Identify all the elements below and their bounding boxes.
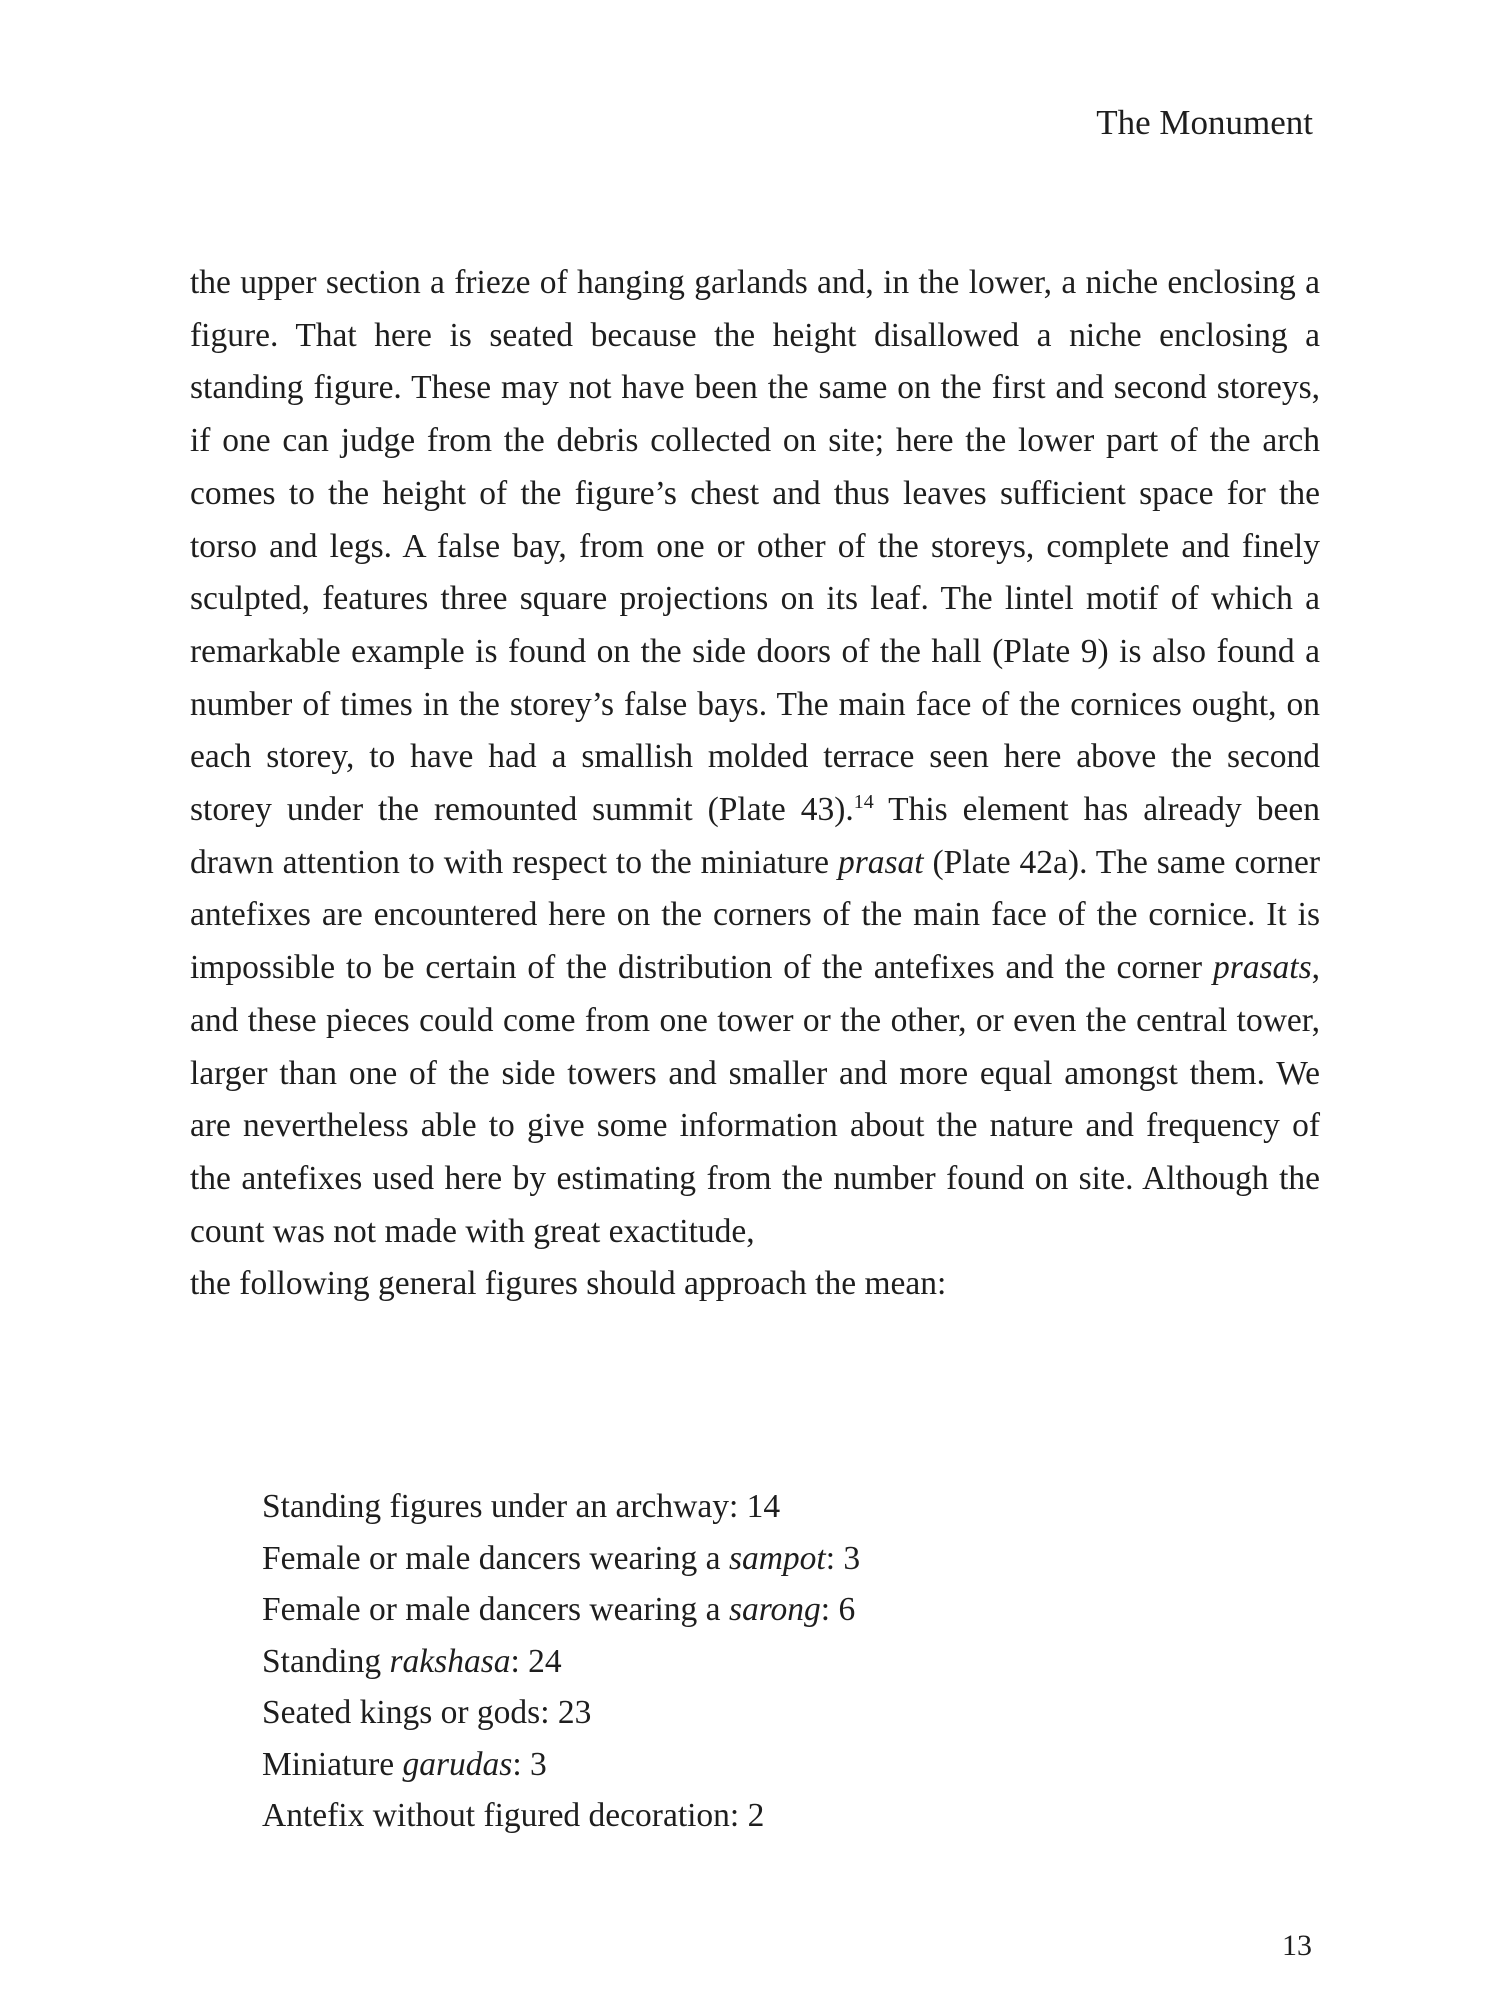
- list-item: [262, 1584, 860, 1636]
- paragraph-text: the upper section a frieze of hanging garlands and, in the lower, a niche enclosing a figure. That here is seated because the height disallowed a niche enclosing a standing figure. These may not have been the same on the first and second storeys, if one can judge from the debris collected on site; here the lower part of the arch comes to the height of the figure’s chest and thus leaves sufficient space for the torso and legs. A false bay, from one or other of the storeys, complete and finely sculpted, features three square projections on its leaf. The lintel motif of which a remarkable example is found on the side doors of the hall (Plate 9) is also found a number of times in the storey’s false bays. The main face of the cornices ought, on each storey, to have had a smallish molded terrace seen here above the second storey under the remounted summit (Plate 43).: [190, 264, 1320, 829]
- item-label: Standing figures under an archway:: [262, 1488, 747, 1525]
- item-count: 23: [557, 1694, 592, 1731]
- item-italic-term: garudas: [402, 1745, 513, 1783]
- body-paragraph: [190, 257, 1320, 1311]
- list-item: [262, 1790, 860, 1842]
- item-count: 14: [746, 1488, 781, 1525]
- paragraph-last-line: the following general figures should approach the mean:: [190, 1265, 947, 1303]
- running-header: The Monument: [1096, 103, 1313, 142]
- paragraph-text: , and these pieces could come from one tower or the other, or even the central tower, larger than one of the side towers and smaller and more equal amongst them. We are nevertheless able to give some information about the nature and frequency of the antefixes used here by estimating from the number found on site. Although the count was not made with great exactitude,: [190, 949, 1320, 1250]
- item-count: 3: [530, 1745, 547, 1783]
- item-suffix: :: [825, 1539, 844, 1577]
- italic-term: prasats: [1212, 949, 1312, 987]
- item-label: Seated kings or gods:: [262, 1694, 558, 1731]
- item-count: 2: [747, 1797, 765, 1834]
- item-suffix: :: [512, 1745, 530, 1783]
- item-label: Female or male dancers wearing a: [262, 1539, 729, 1577]
- list-item: [262, 1533, 860, 1585]
- item-suffix: :: [820, 1591, 839, 1628]
- item-label: Antefix without figured decoration:: [262, 1797, 748, 1834]
- italic-term: prasat: [837, 843, 924, 881]
- item-count: 6: [838, 1591, 856, 1628]
- list-item: [262, 1481, 860, 1533]
- list-item: [262, 1739, 860, 1791]
- item-suffix: :: [510, 1642, 529, 1680]
- page-number: 13: [1282, 1929, 1312, 1962]
- item-label: Female or male dancers wearing a: [262, 1591, 729, 1628]
- item-count: 3: [843, 1539, 861, 1577]
- item-italic-term: sampot: [728, 1539, 826, 1577]
- paragraph-text: (Plate 42a). The same corner antefixes are encountered here on the corners of the main face of the cornice. It is impossible to be certain of the distribution of the antefixes and the corner: [190, 843, 1321, 987]
- item-italic-term: rakshasa: [389, 1642, 511, 1680]
- list-item: [262, 1687, 860, 1739]
- paragraph-text: This element has already been drawn attention to with respect to the miniature: [190, 791, 1320, 881]
- footnote-reference: 14: [853, 790, 874, 813]
- item-italic-term: sarong: [728, 1591, 821, 1628]
- item-label: Miniature: [262, 1745, 403, 1783]
- item-label: Standing: [262, 1642, 390, 1680]
- item-count: 24: [528, 1642, 562, 1680]
- figure-count-list: [262, 1481, 860, 1842]
- list-item: [262, 1636, 860, 1688]
